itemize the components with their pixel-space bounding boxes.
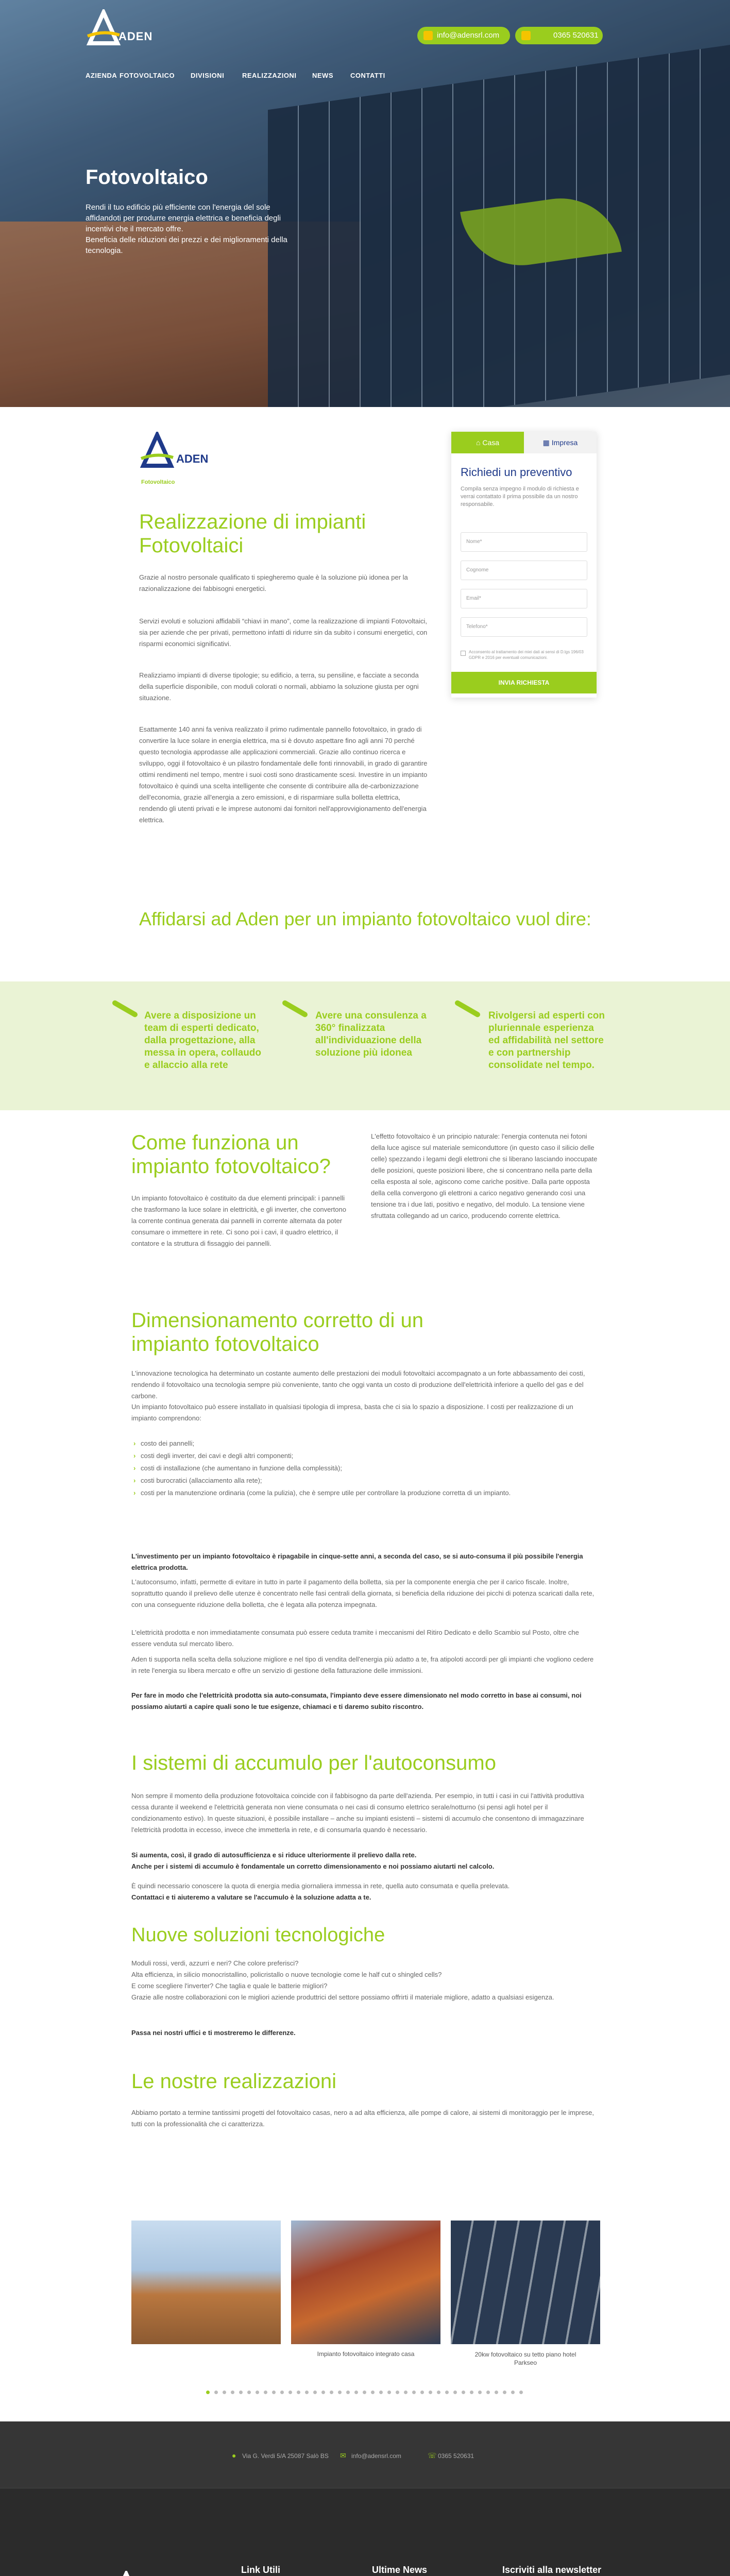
carousel-dot[interactable] <box>338 2391 342 2394</box>
come-left: Un impianto fotovoltaico è costituito da due elementi principali: i pannelli che trasformano la luce solare in elettricità, e gli inverter, che convertono la corrente continua generata dai pannelli in corrente alternata da poter consumare o immettere in rete. Ci sono poi i cavi, il quadro elettrico, il contatore e la struttura di fissaggio dei pannelli. <box>131 1194 346 1247</box>
hero-title: Fotovoltaico <box>86 166 208 189</box>
phone-field[interactable]: Telefono* <box>461 617 587 637</box>
footer-links-title: Link Utili <box>241 2565 280 2575</box>
footer-news-title: Ultime News <box>372 2565 428 2575</box>
carousel-dot[interactable] <box>503 2391 506 2394</box>
contact-bar <box>0 2421 730 2488</box>
carousel-dot[interactable] <box>288 2391 292 2394</box>
benefit-1: Avere a disposizione un team di esperti dedicato, dalla progettazione, alla messa in opera, collaudo e allaccio alla rete <box>144 1010 262 1071</box>
accumulo-p2: Si aumenta, così, il grado di autosufficienza e si riduce ulteriormente il prelievo dalla rete. <box>131 1851 417 1859</box>
carousel-dot[interactable] <box>239 2391 243 2394</box>
carousel-dot[interactable] <box>346 2391 350 2394</box>
header-phone: 0365 520631 <box>553 31 599 40</box>
intro-title: Realizzazione di impianti Fotovoltaici <box>139 511 366 557</box>
nuove-p3: E come scegliere l'inverter? Che taglia e quale le batterie migliori? <box>131 1982 328 1990</box>
nuove-p2: Alta efficienza, in silicio monocristallino, policristallo o nuove tecnologie come le half cut o shingled cells? <box>131 1971 442 1978</box>
nuove-p1: Moduli rossi, verdi, azzurri e neri? Che colore preferisci? <box>131 1959 299 1967</box>
name-field[interactable]: Nome* <box>461 532 587 552</box>
affidarsi-title: Affidarsi ad Aden per un impianto fotovoltaico vuol dire: <box>139 908 591 929</box>
gallery-image-2[interactable] <box>291 2221 440 2358</box>
carousel-dot[interactable] <box>453 2391 457 2394</box>
slash-icon <box>281 999 309 1018</box>
slash-icon <box>111 999 139 1018</box>
hero-text-4: Beneficia delle riduzioni dei prezzi e dei miglioramenti della <box>86 235 287 244</box>
carousel-dot[interactable] <box>313 2391 317 2394</box>
tab-impresa-label: Impresa <box>551 438 578 447</box>
footer <box>0 2421 730 2576</box>
hero-text-2: affidandoti per produrre energia elettrica e beneficia degli <box>86 214 281 223</box>
accumulo-p3: Anche per i sistemi di accumulo è fondamentale un corretto dimensionamento e noi possiamo aiutarti nel calcolo. <box>131 1862 495 1870</box>
form-desc: Compila senza impegno il modulo di richiesta e verrai contattato il prima possibile da un nostro responsabile. <box>461 486 579 507</box>
slash-icon <box>454 999 481 1018</box>
carousel-dot[interactable] <box>396 2391 399 2394</box>
carousel-dot[interactable] <box>214 2391 218 2394</box>
dim-p7: Per fare in modo che l'elettricità prodotta sia auto-consumata, l'impianto deve essere dimensionato nel modo corretto in base ai consumi, noi possiamo aiutarti a capire quali sono le tue esigenze, chiamaci e ti daremo subito riscontro. <box>131 1691 582 1710</box>
carousel-dot[interactable] <box>223 2391 226 2394</box>
cost-list <box>131 1437 595 1499</box>
accumulo-p4: È quindi necessario conoscere la quota di energia media giornaliera immessa in rete, quella auto consumata e quella prelevata. <box>131 1882 510 1890</box>
carousel-dot[interactable] <box>445 2391 449 2394</box>
location-icon: ● <box>232 2451 236 2460</box>
carousel-dot[interactable] <box>272 2391 276 2394</box>
benefit-2: Avere una consulenza a 360° finalizzata all'individuazione della soluzione più idonea <box>315 1010 427 1058</box>
logo-text: ADEN <box>118 30 153 43</box>
tab-casa-label: Casa <box>482 438 500 447</box>
surname-field[interactable]: Cognome <box>461 561 587 580</box>
phone-icon <box>521 31 531 40</box>
contact-address: Via G. Verdi 5/A 25087 Salò BS <box>242 2452 329 2460</box>
intro-p2: Servizi evoluti e soluzioni affidabili “chiavi in mano”, come la realizzazione di impianti Fotovoltaici, sia per aziende che per privati, permettono infatti di ridurre sin da subito i consumi energetici, con risparmi economici significativi. <box>139 617 428 648</box>
nav-realizzazioni[interactable]: REALIZZAZIONI <box>242 72 297 79</box>
phone-pill[interactable] <box>515 27 603 44</box>
header-email: info@adensrl.com <box>437 31 500 40</box>
section-logo-sub: Fotovoltaico <box>141 479 175 485</box>
newsletter-title: Iscriviti alla newsletter <box>502 2565 602 2575</box>
carousel-dot[interactable] <box>404 2391 408 2394</box>
carousel-dot[interactable] <box>247 2391 251 2394</box>
privacy-checkbox[interactable] <box>461 651 466 656</box>
nuove-p5: Passa nei nostri uffici e ti mostreremo le differenze. <box>131 2029 296 2037</box>
carousel-dot[interactable] <box>264 2391 267 2394</box>
gallery-image-1[interactable] <box>131 2221 281 2344</box>
list-item: › costi burocratici (allacciamento alla rete); <box>131 1475 595 1487</box>
carousel-dot[interactable] <box>321 2391 325 2394</box>
hero-banner <box>0 0 730 407</box>
intro-p1: Grazie al nostro personale qualificato ti spiegheremo quale è la soluzione più idonea per la razionalizzazione dei fabbisogni energetici. <box>139 573 408 592</box>
nav-fotovoltaico[interactable]: FOTOVOLTAICO <box>120 72 175 79</box>
dim-p3: L'investimento per un impianto fotovoltaico è ripagabile in cinque-sette anni, a seconda del caso, se si auto-consuma il più possibile l'energia elettrica prodotta. <box>131 1552 583 1571</box>
contact-phone[interactable]: 0365 520631 <box>438 2452 474 2460</box>
carousel-dot[interactable] <box>297 2391 300 2394</box>
hero-text-5: tecnologia. <box>86 246 123 255</box>
footer-logo-icon <box>108 2571 144 2576</box>
carousel-dot[interactable] <box>231 2391 234 2394</box>
carousel-dot[interactable] <box>280 2391 284 2394</box>
carousel-dot[interactable] <box>420 2391 424 2394</box>
mail-icon <box>423 31 433 40</box>
intro-p3: Realizziamo impianti di diverse tipologie; su edificio, a terra, su pensiline, e facciate a seconda della superficie disponibile, con moduli colorati o normali, abbiamo la soluzione giusta per ogni situazione. <box>139 671 419 702</box>
hero-text-3: incentivi che il mercato offre. <box>86 225 183 233</box>
tab-impresa[interactable] <box>524 432 597 453</box>
nuove-p4: Grazie alle nostre collaborazioni con le migliori aziende produttrici del settore possiamo offrirti il materiale migliore, adatto a qualsiasi esigenza. <box>131 1993 554 2001</box>
section-logo-text: ADEN <box>176 452 209 465</box>
carousel-dot[interactable] <box>412 2391 416 2394</box>
carousel-dot[interactable] <box>486 2391 490 2394</box>
carousel-dot[interactable] <box>429 2391 432 2394</box>
aden-logo-icon <box>139 432 175 468</box>
carousel-dot[interactable] <box>437 2391 440 2394</box>
logo[interactable] <box>86 9 158 45</box>
quote-form <box>451 432 597 698</box>
carousel-dot[interactable] <box>478 2391 482 2394</box>
list-item: › costo dei pannelli; <box>131 1437 595 1450</box>
carousel-dot[interactable] <box>387 2391 391 2394</box>
form-title: Richiedi un preventivo <box>461 466 572 479</box>
dim-p2: Un impianto fotovoltaico può essere installato in qualsiasi tipologia di impresa, basta che ci sia lo spazio a disposizione. I costi per realizzazione di un impianto comprendono: <box>131 1403 573 1422</box>
hero-text-1: Rendi il tuo edificio più efficiente con l'energia del sole <box>86 203 270 212</box>
benefit-3: Rivolgersi ad esperti con pluriennale esperienza ed affidabilità nel settore e con partnership consolidate nel tempo. <box>488 1010 605 1071</box>
carousel-dot[interactable] <box>305 2391 309 2394</box>
carousel-dot[interactable] <box>363 2391 366 2394</box>
benefits-band <box>0 981 730 1110</box>
footer-logo[interactable] <box>108 2571 185 2576</box>
carousel-dot[interactable] <box>354 2391 358 2394</box>
dim-p4: L'autoconsumo, infatti, permette di evitare in tutto in parte il pagamento della bolletta, sia per la componente energia che per il carico fiscale. Inoltre, soprattutto quando il prelievo delle utenze è concentrato nelle fasi centrali della giornata, si beneficia della riduzione dei picchi di potenza scaricati dalla rete, con una conseguente riduzione della bolletta, che è legata alla potenza impegnata. <box>131 1578 595 1608</box>
dim-p1: L'innovazione tecnologica ha determinato un costante aumento delle prestazioni dei moduli fotovoltaici accompagnato a un forte abbassamento dei costi, rendendo il fotovoltaico una tecnologia sempre più conveniente, tanto che oggi vanta un costo di produzione dell'elettricità inferiore a quello del gas e del carbone. <box>131 1369 585 1400</box>
dim-p5: L'elettricità prodotta e non immediatamente consumata può essere ceduta tramite i meccanismi del Ritiro Dedicato e dello Scambio sul Posto, oltre che essere venduta sul mercato libero. <box>131 1629 579 1648</box>
carousel-dot[interactable] <box>470 2391 473 2394</box>
carousel-dot[interactable] <box>379 2391 383 2394</box>
carousel-dot[interactable] <box>206 2391 210 2394</box>
come-title: Come funziona un impianto fotovoltaico? <box>131 1131 331 1178</box>
nav-azienda[interactable]: AZIENDA <box>86 72 117 79</box>
logo-mark-icon <box>86 9 122 45</box>
carousel-dot[interactable] <box>256 2391 259 2394</box>
gallery-caption-1: Impianto fotovoltaico integrato casa <box>317 2350 415 2358</box>
privacy-text: Acconsento al trattamento dei miei dati ai sensi di D.lgs 196/03 GDPR e 2016 per eventuali comunicazioni. <box>469 650 584 660</box>
list-item: › costi degli inverter, dei cavi e degli altri componenti; <box>131 1450 595 1462</box>
nav-news[interactable]: NEWS <box>312 72 333 79</box>
realizzazioni-title: Le nostre realizzazioni <box>131 2070 336 2093</box>
dim-p6: Aden ti supporta nella scelta della soluzione migliore e nel tipo di vendita dell'energia più adatto a te, fra atipoloti accordi per gli impianti che vogliono cedere in rete l'energia su libera mercato e offre un servizio di gestione della fatturazione delle immissioni. <box>131 1655 594 1674</box>
accumulo-title: I sistemi di accumulo per l'autoconsumo <box>131 1752 496 1774</box>
contact-email[interactable]: info@adensrl.com <box>351 2452 401 2460</box>
carousel-dot[interactable] <box>511 2391 515 2394</box>
carousel-dot[interactable] <box>495 2391 498 2394</box>
accumulo-p5: Contattaci e ti aiuteremo a valutare se l'accumulo è la soluzione adatta a te. <box>131 1893 371 1901</box>
realizzazioni-text: Abbiamo portato a termine tantissimi progetti del fotovoltaico casas, nero a ad alta efficienza, alle pompe di calore, ai sistemi di monitoraggio per le imprese, tutti con la professionalità che ci caratterizza. <box>131 2109 594 2128</box>
gallery-image-3[interactable] <box>451 2221 600 2366</box>
submit-button[interactable]: INVIA RICHIESTA <box>451 672 597 693</box>
mail-icon: ✉ <box>340 2451 346 2460</box>
email-field[interactable]: Email* <box>461 589 587 608</box>
carousel-dot[interactable] <box>330 2391 333 2394</box>
dim-title: Dimensionamento corretto di un impianto fotovoltaico <box>131 1309 423 1355</box>
carousel-dot[interactable] <box>519 2391 523 2394</box>
nav-contatti[interactable]: CONTATTI <box>350 72 385 79</box>
intro-p4: Esattamente 140 anni fa veniva realizzato il primo rudimentale pannello fotovoltaico, in grado di convertire la luce solare in energia elettrica, ma si è dovuto aspettare fino agli anni 70 perché questo tecnologia approdasse alle applicazioni commerciali. Grazie allo continuo ricerca e sviluppo, oggi il fotovoltaico è un pilastro fondamentale delle fonti rinnovabili, in grado di garantire ottimi rendimenti nel tempo, mentre i suoi costi sono drasticamente scesi. Investire in un impianto fotovoltaico è quindi una scelta intelligente che consente di contribuire alla de-carbonizzazione dell'economia, grazie all'energia a zero emissioni, e di risparmiare sulla bolletta elettrica, rendendo gli utenti privati e le imprese autonomi dai fornitori nell'approvvigionamento dell'energia elettrica. <box>139 725 428 824</box>
tab-casa[interactable] <box>451 432 524 453</box>
gallery-caption-2: 20kw fotovoltaico su tetto piano hotel Parkseo <box>474 2351 576 2366</box>
carousel-dot[interactable] <box>371 2391 375 2394</box>
list-item: › costi per la manutenzione ordinaria (come la pulizia), che è sempre utile per controllare la produzione corretta di un impianto. <box>131 1487 595 1499</box>
list-item: › costi di installazione (che aumentano in funzione della complessità); <box>131 1462 595 1475</box>
building-icon: ▦ <box>542 438 552 447</box>
carousel-dot[interactable] <box>462 2391 465 2394</box>
come-right: L'effetto fotovoltaico è un principio naturale: l'energia contenuta nei fotoni della luce agisce sul materiale semiconduttore (in questo caso il silicio delle celle) spezzando i legami degli elettroni che si liberano lasciando inoccupate delle posizioni, queste posizioni libere, che si concentrano nella parte della cella esposta al sole, agiscono come cariche positive. Dalla parte opposta della cella convergono gli elettroni a carico negativo generando così una tensione tra i due lati, positivo e negativo, del modulo. La tensione viene sfruttata collegando ad un carico, producendo corrente elettrica. <box>371 1132 598 1219</box>
nav-divisioni[interactable]: DIVISIONI <box>191 72 225 79</box>
accumulo-p1: Non sempre il momento della produzione fotovoltaica coincide con il fabbisogno da parte dell'azienda. Per esempio, in tutti i casi in cui l'attività produttiva cessa durante il weekend e l'elettricità generata non viene consumata o nei casi di consumo elettrico serale/notturno (si pensi agli hotel per il condizionamento estivo). In queste situazioni, è possibile installare – anche su impianti esistenti – sistemi di accumulo che consentono di immagazzinare l'elettricità prodotta in eccesso, invece che immetterla in rete, e di consumarla quando è necessario. <box>131 1792 584 1834</box>
section-logo <box>139 432 242 488</box>
email-pill[interactable] <box>417 27 510 44</box>
home-icon: ⌂ <box>476 438 483 447</box>
phone-icon: ☏ <box>428 2451 437 2460</box>
nuove-title: Nuove soluzioni tecnologiche <box>131 1924 385 1946</box>
